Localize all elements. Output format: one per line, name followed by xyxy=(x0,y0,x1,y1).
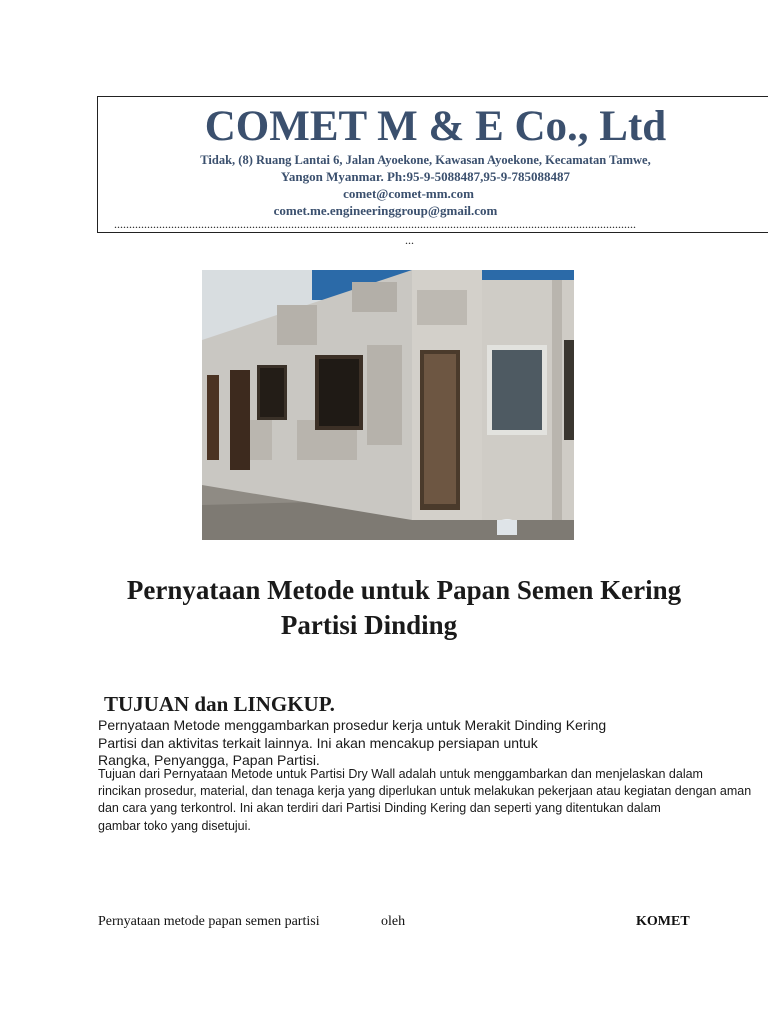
paragraph-line: Rangka, Penyangga, Papan Partisi. xyxy=(98,752,320,768)
company-letterhead xyxy=(97,96,768,233)
company-email-secondary: comet.me.engineeringgroup@gmail.com xyxy=(273,203,498,218)
footer-document-name: Pernyataan metode papan semen partisi xyxy=(98,914,320,929)
paragraph-line: gambar toko yang disetujui. xyxy=(98,819,251,833)
document-title-line2: Partisi Dinding xyxy=(280,610,458,640)
paragraph-line: Partisi dan aktivitas terkait lainnya. Ini akan mencakup persiapan untuk xyxy=(98,735,538,751)
company-email: comet@comet-mm.com xyxy=(343,186,474,201)
partition-photo-illustration xyxy=(202,270,574,540)
document-title: Pernyataan Metode untuk Papan Semen Kering xyxy=(126,575,682,605)
dotted-separator: .............................................................................................................................................................................. xyxy=(114,218,636,230)
paragraph-line: Pernyataan Metode menggambarkan prosedur kerja untuk Merakit Dinding Kering xyxy=(98,717,607,733)
company-address-phone: Yangon Myanmar. Ph:95-9-5088487,95-9-785088487 xyxy=(280,169,571,184)
footer-company: KOMET xyxy=(636,914,690,929)
dotted-separator-tail: ... xyxy=(405,233,414,247)
company-name: COMET M & E Co., Ltd xyxy=(204,103,667,150)
drywall-partition-photo xyxy=(202,270,574,540)
paragraph-line: dan cara yang terkontrol. Ini akan terdiri dari Partisi Dinding Kering dan seperti yang ditentukan dalam xyxy=(98,801,661,815)
footer-by: oleh xyxy=(381,914,406,929)
paragraph-line: Tujuan dari Pernyataan Metode untuk Partisi Dry Wall adalah untuk menggambarkan dan menjelaskan dalam xyxy=(98,767,703,781)
section-heading: TUJUAN dan LINGKUP. xyxy=(104,692,335,716)
paragraph-line: rincikan prosedur, material, dan tenaga kerja yang diperlukan untuk melakukan pekerjaan atau kegiatan dengan aman xyxy=(98,784,752,798)
company-address: Tidak, (8) Ruang Lantai 6, Jalan Ayoekone, Kawasan Ayoekone, Kecamatan Tamwe, xyxy=(200,153,651,167)
